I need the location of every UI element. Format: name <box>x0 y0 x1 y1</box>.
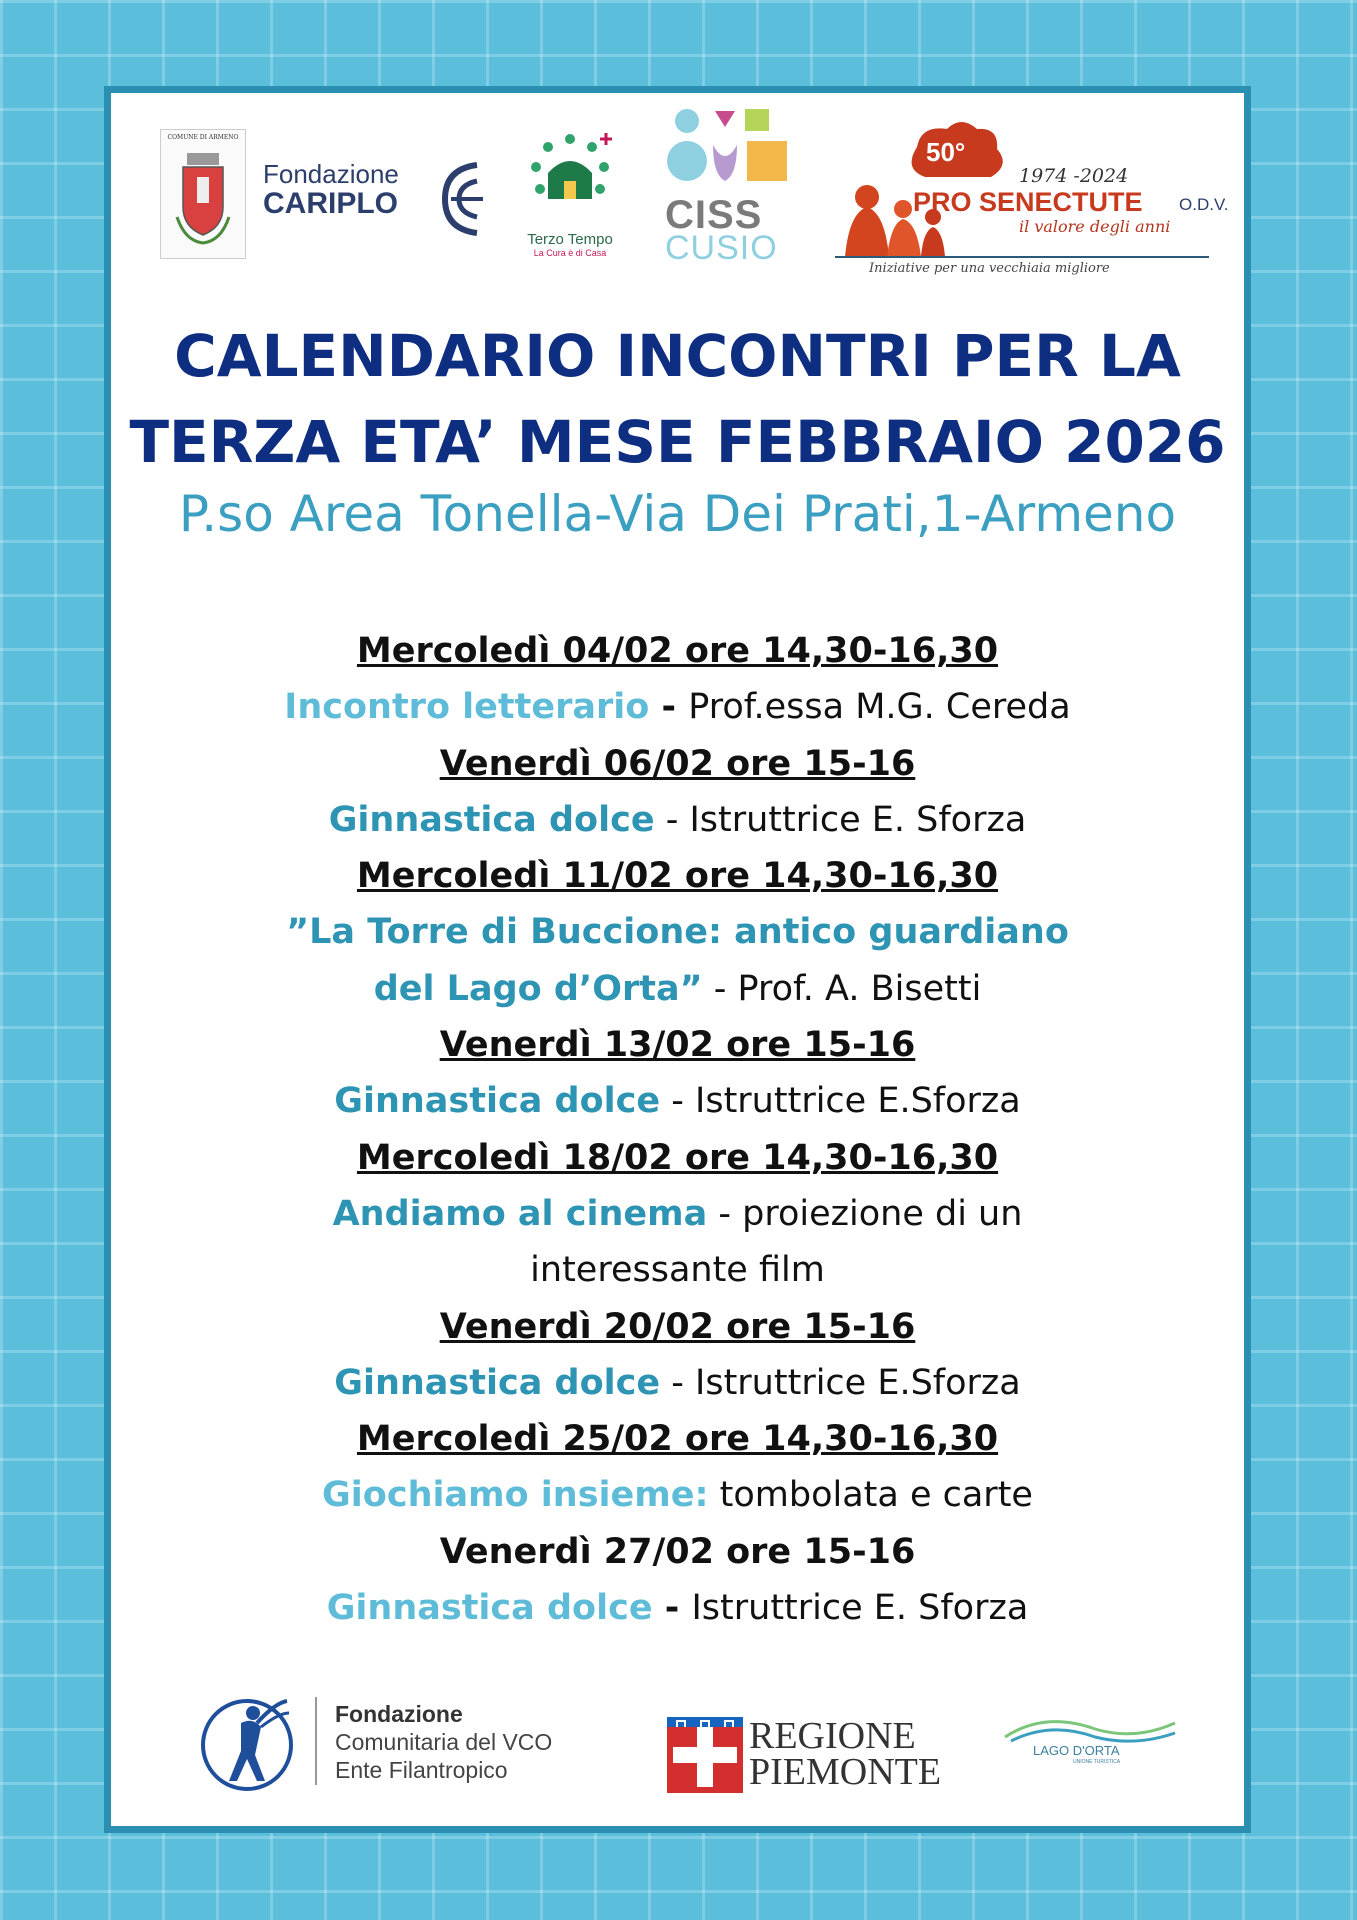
terzo-tempo-name: Terzo Tempo <box>527 231 613 248</box>
event-separator: - <box>649 687 689 728</box>
event-date: Mercoledì 18/02 ore 14,30-16,30 <box>356 1137 999 1178</box>
vco-figure-icon <box>201 1693 301 1793</box>
event-date: Venerdì 27/02 ore 15-16 <box>439 1531 916 1572</box>
event-activity: Ginnastica dolce <box>334 1362 661 1403</box>
anniversary-badge: 50° <box>926 137 966 167</box>
cariplo-line2: CARIPLO <box>263 187 398 220</box>
event-date: Venerdì 20/02 ore 15-16 <box>439 1306 916 1347</box>
vco-divider <box>315 1697 317 1785</box>
event-detail: Istruttrice E. Sforza <box>689 799 1027 840</box>
event-separator: - <box>654 799 690 840</box>
ciss-cusio-logo <box>665 105 795 265</box>
event-description <box>111 792 1244 848</box>
pro-senectute-motto: il valore degli anni <box>1019 217 1171 236</box>
lago-subtitle: UNIONE TURISTICA <box>1073 1759 1121 1765</box>
event-description <box>111 1467 1244 1523</box>
terzo-tempo-logo <box>515 129 625 259</box>
event-date: Mercoledì 04/02 ore 14,30-16,30 <box>356 631 999 671</box>
event-detail: Prof.essa M.G. Cereda <box>688 687 1071 728</box>
ciss-shapes-icon <box>665 105 795 193</box>
pro-senectute-logo <box>829 117 1229 287</box>
event-date: Venerdì 06/02 ore 15-16 <box>439 743 916 784</box>
ciss-line1: CISS <box>665 193 763 237</box>
event-activity: Andiamo al cinema <box>332 1193 708 1234</box>
regione-line2: PIEMONTE <box>749 1751 942 1793</box>
event-activity: del Lago d’Orta” <box>373 968 703 1009</box>
event-description <box>111 679 1244 735</box>
lago-dorta-logo <box>1001 1709 1181 1779</box>
event-detail-continued: interessante film <box>530 1250 825 1291</box>
pro-senectute-years: 1974 -2024 <box>1019 165 1129 187</box>
title-line-2: TERZA ETA’ MESE FEBBRAIO 2026 <box>129 408 1226 476</box>
cariplo-mark-icon <box>437 159 487 239</box>
event-date: Mercoledì 11/02 ore 14,30-16,30 <box>356 856 999 897</box>
ciss-line2: CUSIO <box>665 229 778 267</box>
event-description <box>111 961 1244 1017</box>
event-activity: Ginnastica dolce <box>328 799 655 840</box>
event-activity: Incontro letterario <box>284 687 650 728</box>
regione-line1: REGIONE <box>749 1715 916 1757</box>
event-detail: Istruttrice E.Sforza <box>695 1362 1021 1403</box>
regione-shield-icon <box>667 1717 743 1793</box>
fondazione-vco-logo <box>201 1693 621 1793</box>
event-activity: Ginnastica dolce <box>326 1588 653 1629</box>
event-separator: - <box>652 1588 692 1629</box>
poster-card <box>104 86 1251 1833</box>
pro-senectute-name: PRO SENECTUTE <box>913 187 1143 217</box>
event-description <box>111 1073 1244 1129</box>
cariplo-line1: Fondazione <box>263 159 399 189</box>
event-separator: - <box>660 1081 696 1122</box>
event-description <box>111 904 1244 960</box>
event-detail: tombolata e carte <box>719 1475 1033 1516</box>
vco-line1: Fondazione <box>335 1701 463 1727</box>
event-separator <box>708 1475 719 1515</box>
regione-piemonte-logo <box>667 1715 942 1797</box>
event-activity: Giochiamo insieme: <box>322 1475 709 1516</box>
header-logos <box>111 93 1244 293</box>
pro-senectute-suffix: O.D.V. <box>1179 195 1229 214</box>
vco-line3: Ente Filantropico <box>335 1757 508 1783</box>
terzo-tempo-subtitle: La Cura è di Casa <box>533 248 607 258</box>
event-separator: - <box>660 1362 696 1403</box>
event-activity: ”La Torre di Buccione: antico guardiano <box>286 912 1069 953</box>
fondazione-cariplo-logo <box>263 159 493 239</box>
event-description <box>111 1580 1244 1636</box>
event-separator: - <box>707 1193 743 1234</box>
pro-senectute-tagline: Iniziative per una vecchiaia migliore <box>869 261 1110 276</box>
event-description <box>111 1186 1244 1242</box>
comune-armeno-logo <box>160 129 246 259</box>
coat-of-arms-icon <box>173 147 233 247</box>
event-date: Venerdì 13/02 ore 15-16 <box>439 1025 916 1066</box>
footer-logos <box>111 1683 1244 1803</box>
event-date: Mercoledì 25/02 ore 14,30-16,30 <box>356 1419 999 1460</box>
event-detail: proiezione di un <box>742 1193 1023 1234</box>
event-schedule <box>111 623 1244 1636</box>
terzo-tempo-house-icon <box>520 129 620 225</box>
event-activity: Ginnastica dolce <box>334 1081 661 1122</box>
vco-line2: Comunitaria del VCO <box>335 1729 553 1755</box>
title-line-1: CALENDARIO INCONTRI PER LA <box>174 322 1181 390</box>
event-detail: Prof. A. Bisetti <box>737 968 982 1009</box>
lago-name: LAGO D'ORTA <box>1033 1743 1120 1758</box>
page-title <box>111 313 1244 485</box>
event-separator: - <box>702 968 738 1009</box>
event-description <box>111 1355 1244 1411</box>
venue-address: P.so Area Tonella-Via Dei Prati,1-Armeno <box>178 485 1177 543</box>
event-detail: Istruttrice E. Sforza <box>691 1588 1029 1629</box>
event-detail: Istruttrice E.Sforza <box>695 1081 1021 1122</box>
comune-caption: COMUNE DI ARMENO <box>167 134 239 141</box>
